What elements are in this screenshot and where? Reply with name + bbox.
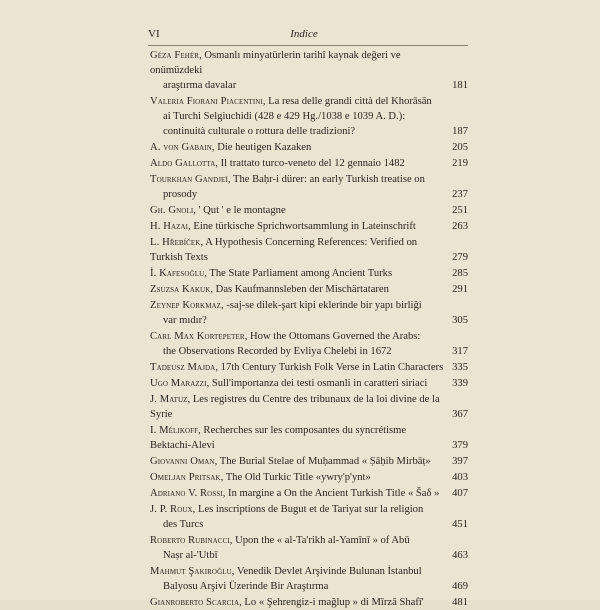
toc-entry: Tourkhan Gandjeï, The Baḥr-i dürer: an early Turkish treatise on prosody 237: [150, 174, 468, 200]
toc-entry: J. Matuz, Les registres du Centre des tribunaux de la loi divine de la Syrie 367: [150, 394, 468, 420]
entry-title: Sull'importanza dei testi osmanli in caratteri siriaci: [211, 378, 428, 389]
toc-entry: Adriano V. Rossi, In margine a On the Ancient Turkish Title « Šaδ » 407: [150, 488, 468, 499]
entry-title: Il trattato turco-veneto del 12 gennaio 1482: [220, 158, 405, 169]
entry-title-continuation: the Observations Recorded by Evliya Chelebi in 1672: [163, 346, 392, 357]
entry-author: Tourkhan Gandjeï: [150, 174, 228, 185]
entry-author: Carl Max Kortepeter: [150, 331, 245, 342]
entry-page: 181: [452, 80, 468, 91]
entry-author: J. P. Roux: [150, 504, 193, 515]
entry-page: 469: [452, 581, 468, 592]
entry-page: 305: [452, 315, 468, 326]
header-rule: [148, 45, 468, 46]
entry-page: 407: [452, 488, 468, 499]
entry-author: Aldo Gallotta: [150, 158, 216, 169]
toc-entry: Carl Max Kortepeter, How the Ottomans Governed the Arabs: the Observations Recorded by Evliya Chelebi in 1672 317: [150, 331, 468, 357]
toc-entry: Gh. Gnoli, ' Qut ' e le montagne 251: [150, 205, 468, 216]
entry-title: The State Parliament among Ancient Turks: [209, 268, 393, 279]
entry-page: 397: [452, 456, 468, 467]
toc-entry: I. Mélikoff, Recherches sur les composantes du syncrétisme Bektachi-Alevi 379: [150, 425, 468, 451]
toc-entry: Ugo Marazzi, Sull'importanza dei testi osmanli in caratteri siriaci 339: [150, 378, 468, 389]
entry-title: ' Qut ' e le montagne: [198, 205, 286, 216]
toc-entry: Valeria Fiorani Piacentini, La resa delle grandi città del Khorāsān ai Turchi Selgiuchidi (428 e 429 Hg./1038 e 1039 A. D.): continuità culturale o rottura delle tradizioni? 187: [150, 96, 468, 137]
entry-title: Das Kaufmannsleben der Mischärtataren: [215, 284, 389, 295]
entry-page: 291: [452, 284, 468, 295]
toc-entry: Giovanni Oman, The Burial Stelae of Muḥammad « Ṣāḥib Mirbāṭ» 397: [150, 456, 468, 467]
entry-page: 339: [452, 378, 468, 389]
toc-entry: A. von Gabain, Die heutigen Kazaken 205: [150, 142, 468, 153]
entry-title: The Burial Stelae of Muḥammad « Ṣāḥib Mirbāṭ»: [219, 456, 431, 467]
entry-title-continuation: Balyosu Arşivi Üzerinde Bir Araştırma: [163, 581, 329, 592]
entry-title: -saj-se dilek-şart kipi eklerinde bir yapı birliği: [226, 300, 422, 311]
entry-page: 481: [452, 597, 468, 608]
entry-author: Adriano V. Rossi: [150, 488, 223, 499]
page-header: [148, 28, 460, 42]
entry-title-continuation: ai Turchi Selgiuchidi (428 e 429 Hg./1038 e 1039 A. D.): continuità culturale o rottura delle tradizioni?: [163, 111, 406, 137]
entry-author: Omeljan Pritsak: [150, 472, 221, 483]
entry-title: Eine türkische Sprichwortsammlung in Lateinschrift: [193, 221, 416, 232]
entry-title: Recherches sur les composantes du syncrétisme Bektachi-Alevi: [150, 425, 407, 451]
table-of-contents: [150, 47, 468, 610]
entry-author: Gianroberto Scarcia: [150, 597, 240, 608]
entry-author: Roberto Rubinacci: [150, 535, 230, 546]
entry-page: 263: [452, 221, 468, 232]
entry-page: 335: [452, 362, 468, 373]
toc-entry: Mahmut Şakiroğlu, Venedik Devlet Arşivinde Bulunan İstanbul Balyosu Arşivi Üzerinde Bir Araştırma 469: [150, 566, 468, 592]
entry-title: Les registres du Centre des tribunaux de la loi divine de la Syrie: [150, 394, 440, 420]
entry-title-continuation: araştırma davalar: [163, 80, 237, 91]
entry-page: 237: [452, 189, 468, 200]
entry-page: 317: [452, 346, 468, 357]
entry-title: The Baḥr-i dürer: an early Turkish treatise on: [232, 174, 425, 185]
toc-entry: Omeljan Pritsak, The Old Turkic Title «ywry'p'ynt» 403: [150, 472, 468, 483]
entry-title-continuation: prosody: [163, 189, 198, 200]
entry-page: 403: [452, 472, 468, 483]
entry-page: 285: [452, 268, 468, 279]
entry-author: Zsuzsa Kakuk: [150, 284, 211, 295]
entry-author: Géza Fehér: [150, 50, 200, 61]
entry-page: 219: [452, 158, 468, 169]
toc-entry: Géza Fehér, Osmanlı minyatürlerin tarihî kaynak değeri ve onümüzdeki araştırma davalar 181: [150, 50, 468, 91]
entry-page: 367: [452, 409, 468, 420]
toc-entry: Tadeusz Majda, 17th Century Turkish Folk Verse in Latin Characters 335: [150, 362, 468, 373]
entry-author: Zeynep Korkmaz: [150, 300, 222, 311]
running-title: Indice: [290, 28, 318, 40]
toc-entry: L. Hřebíček, A Hypothesis Concerning References: Verified on Turkish Texts 279: [150, 237, 468, 263]
toc-entry: Roberto Rubinacci, Upon the « al-Ta'rikh al-Yamīnī » of Abū Naṣr al-'Utbī 463: [150, 535, 468, 561]
entry-author: A. von Gabain: [150, 142, 212, 153]
entry-title: Die heutigen Kazaken: [217, 142, 312, 153]
entry-author: Ugo Marazzi: [150, 378, 207, 389]
entry-title: Lo « Şehrengiz-i mağlup » di Mīrzā Shafī': [244, 597, 424, 608]
entry-page: 379: [452, 440, 468, 451]
entry-author: İ. Kafesoğlu: [150, 268, 205, 279]
entry-title: Les inscriptions de Bugut et de Tariyat sur la religion: [197, 504, 424, 515]
entry-page: 279: [452, 252, 468, 263]
entry-title: In margine a On the Ancient Turkish Title « Šaδ »: [228, 488, 440, 499]
toc-entry: H. Hazai, Eine türkische Sprichwortsammlung in Lateinschrift 263: [150, 221, 468, 232]
entry-title: Upon the « al-Ta'rikh al-Yamīnī » of Abū: [235, 535, 410, 546]
entry-title: 17th Century Turkish Folk Verse in Latin Characters: [220, 362, 444, 373]
toc-entry: Aldo Gallotta, Il trattato turco-veneto del 12 gennaio 1482 219: [150, 158, 468, 169]
toc-entry: Zeynep Korkmaz, -saj-se dilek-şart kipi eklerinde bir yapı birliği var mıdır? 305: [150, 300, 468, 326]
entry-author: Mahmut Şakiroğlu: [150, 566, 232, 577]
entry-author: Tadeusz Majda: [150, 362, 216, 373]
entry-author: J. Matuz: [150, 394, 188, 405]
toc-entry: Zsuzsa Kakuk, Das Kaufmannsleben der Mischärtataren 291: [150, 284, 468, 295]
entry-title: A Hypothesis Concerning References: Verified on Turkish Texts: [150, 237, 418, 263]
entry-author: L. Hřebíček: [150, 237, 201, 248]
entry-page: 205: [452, 142, 468, 153]
entry-title-continuation: des Turcs: [163, 519, 204, 530]
entry-author: Valeria Fiorani Piacentini: [150, 96, 263, 107]
toc-entry: Gianroberto Scarcia, Lo « Şehrengiz-i mağlup » di Mīrzā Shafī' 481: [150, 597, 468, 608]
entry-page: 187: [452, 126, 468, 137]
toc-entry: J. P. Roux, Les inscriptions de Bugut et de Tariyat sur la religion des Turcs 451: [150, 504, 468, 530]
entry-author: I. Mélikoff: [150, 425, 199, 436]
entry-author: Gh. Gnoli: [150, 205, 194, 216]
page-number: VI: [148, 28, 160, 40]
entry-title: Venedik Devlet Arşivinde Bulunan İstanbul: [236, 566, 422, 577]
entry-title: La resa delle grandi città del Khorāsān: [268, 96, 432, 107]
entry-page: 251: [452, 205, 468, 216]
entry-title: The Old Turkic Title «ywry'p'ynt»: [225, 472, 371, 483]
entry-author: Giovanni Oman: [150, 456, 215, 467]
entry-page: 463: [452, 550, 468, 561]
entry-author: H. Hazai: [150, 221, 189, 232]
toc-entry: İ. Kafesoğlu, The State Parliament among Ancient Turks 285: [150, 268, 468, 279]
entry-title-continuation: var mıdır?: [163, 315, 207, 326]
entry-title: Osmanlı minyatürlerin tarihî kaynak değeri ve onümüzdeki: [150, 50, 401, 76]
entry-title-continuation: Naṣr al-'Utbī: [163, 550, 218, 561]
entry-title: How the Ottomans Governed the Arabs:: [250, 331, 421, 342]
entry-page: 451: [452, 519, 468, 530]
